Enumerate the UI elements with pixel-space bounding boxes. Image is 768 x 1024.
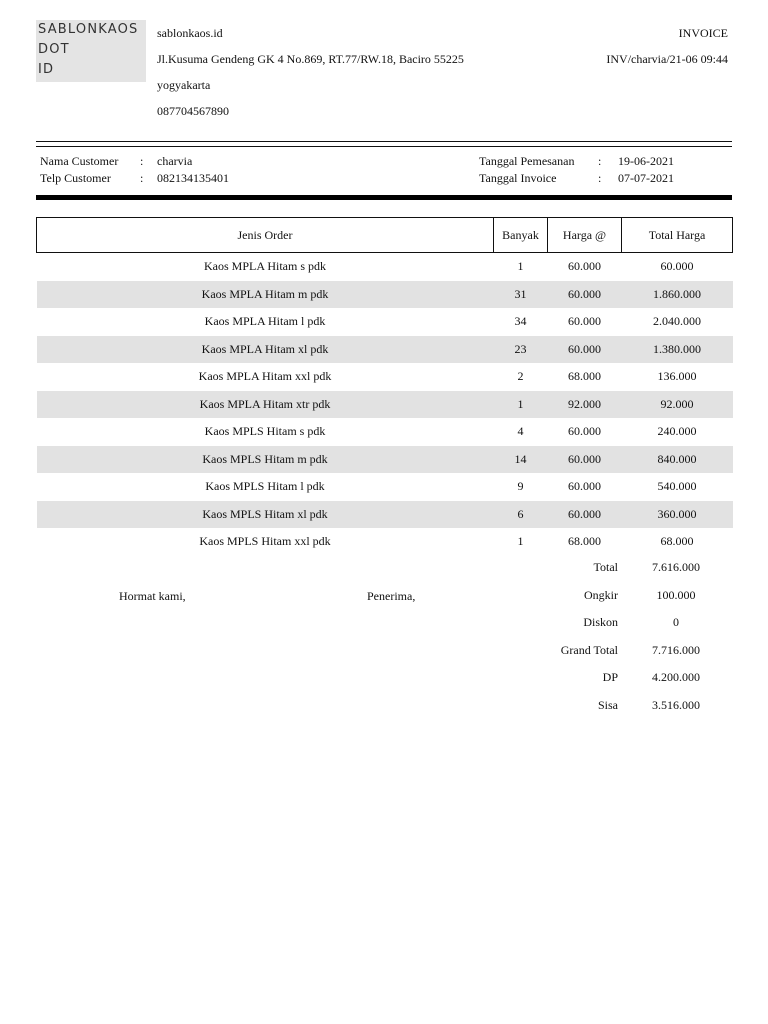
header-divider-top — [36, 141, 732, 142]
item-name-cell: Kaos MPLS Hitam s pdk — [204, 424, 326, 439]
total-price-cell: 60.000 — [660, 259, 694, 274]
customer-divider — [36, 195, 732, 200]
unit-price-cell: 60.000 — [548, 336, 622, 364]
unit-price-cell: 60.000 — [568, 259, 601, 274]
total-price-cell: 92.000 — [622, 391, 733, 419]
summary-value: 100.000 — [656, 587, 696, 602]
order-date-label: Tanggal Pemesanan — [479, 154, 575, 168]
quantity-cell: 31 — [494, 281, 548, 309]
logo-line-1: SABLONKAOS — [38, 22, 139, 37]
col-header-order-type: Jenis Order — [37, 218, 494, 253]
order-date: 19-06-2021 — [618, 154, 674, 168]
col-header-total-price: Total Harga — [622, 218, 733, 253]
order-date-separator: : — [598, 154, 602, 168]
item-name-cell: Kaos MPLA Hitam xxl pdk — [198, 369, 332, 384]
shop-name: sablonkaos.id — [157, 26, 223, 40]
item-name-cell: Kaos MPLA Hitam m pdk — [37, 281, 494, 309]
summary-label: Sisa — [597, 697, 618, 712]
table-row — [37, 501, 733, 529]
total-price-cell: 540.000 — [657, 479, 697, 494]
receiver-signature-label: Penerima, — [367, 589, 416, 603]
item-name-cell: Kaos MPLS Hitam xxl pdk — [199, 534, 331, 549]
sender-signature-label: Hormat kami, — [119, 589, 186, 603]
quantity-cell: 23 — [494, 336, 548, 364]
table-row — [37, 336, 733, 364]
unit-price-cell: 60.000 — [568, 479, 601, 494]
table-row — [37, 281, 733, 309]
shop-city: yogyakarta — [157, 78, 211, 92]
item-name-cell: Kaos MPLA Hitam xtr pdk — [37, 391, 494, 419]
table-row — [37, 363, 733, 391]
item-name-cell: Kaos MPLS Hitam m pdk — [37, 446, 494, 474]
summary-label: Ongkir — [584, 587, 618, 602]
quantity-cell: 1 — [517, 534, 524, 549]
customer-phone-label: Telp Customer — [40, 171, 111, 185]
invoice-title: INVOICE — [678, 26, 728, 40]
summary-row — [0, 698, 768, 718]
unit-price-cell: 60.000 — [568, 424, 601, 439]
total-price-cell: 1.380.000 — [622, 336, 733, 364]
col-header-quantity: Banyak — [494, 218, 548, 253]
summary-label: Grand Total — [560, 642, 618, 657]
table-row — [37, 253, 733, 281]
table-row — [37, 528, 733, 556]
summary-row — [0, 560, 768, 580]
customer-phone: 082134135401 — [157, 171, 229, 185]
quantity-cell: 1 — [517, 259, 524, 274]
shop-phone: 087704567890 — [157, 104, 229, 118]
table-row — [37, 391, 733, 419]
customer-phone-separator: : — [140, 171, 144, 185]
summary-value: 7.716.000 — [652, 642, 700, 657]
table-row — [37, 308, 733, 336]
invoice-date: 07-07-2021 — [618, 171, 674, 185]
unit-price-cell: 60.000 — [548, 501, 622, 529]
unit-price-cell: 68.000 — [568, 369, 601, 384]
invoice-date-label: Tanggal Invoice — [479, 171, 557, 185]
unit-price-cell: 92.000 — [548, 391, 622, 419]
invoice-number: INV/charvia/21-06 09:44 — [606, 52, 728, 66]
total-price-cell: 240.000 — [657, 424, 697, 439]
quantity-cell: 2 — [517, 369, 524, 384]
item-name-cell: Kaos MPLA Hitam xl pdk — [37, 336, 494, 364]
quantity-cell: 14 — [494, 446, 548, 474]
summary-value: 0 — [673, 615, 679, 629]
quantity-cell: 6 — [494, 501, 548, 529]
unit-price-cell: 60.000 — [548, 446, 622, 474]
company-logo — [36, 20, 146, 82]
customer-name: charvia — [157, 154, 193, 168]
customer-name-label: Nama Customer — [40, 154, 119, 168]
quantity-cell: 1 — [494, 391, 548, 419]
unit-price-cell: 60.000 — [548, 281, 622, 309]
logo-line-3: ID — [38, 62, 55, 77]
summary-row — [0, 643, 768, 663]
item-name-cell: Kaos MPLS Hitam l pdk — [205, 479, 325, 494]
table-row — [37, 446, 733, 474]
summary-value: 7.616.000 — [652, 560, 700, 574]
table-header-row — [37, 218, 733, 253]
customer-name-separator: : — [140, 154, 144, 168]
summary-label: Total — [593, 560, 618, 574]
total-price-cell: 2.040.000 — [653, 314, 701, 329]
total-price-cell: 68.000 — [660, 534, 694, 549]
item-name-cell: Kaos MPLS Hitam xl pdk — [37, 501, 494, 529]
total-price-cell: 136.000 — [657, 369, 697, 384]
summary-label: DP — [602, 670, 618, 684]
logo-line-2: DOT — [38, 42, 70, 57]
order-table — [36, 217, 733, 556]
summary-label: Diskon — [583, 615, 618, 629]
summary-value: 3.516.000 — [652, 697, 700, 712]
item-name-cell: Kaos MPLA Hitam l pdk — [204, 314, 326, 329]
table-row — [37, 418, 733, 446]
unit-price-cell: 60.000 — [568, 314, 601, 329]
quantity-cell: 9 — [517, 479, 524, 494]
summary-row — [0, 615, 768, 635]
total-price-cell: 1.860.000 — [622, 281, 733, 309]
summary-row — [0, 670, 768, 690]
table-row — [37, 473, 733, 501]
quantity-cell: 4 — [517, 424, 524, 439]
item-name-cell: Kaos MPLA Hitam s pdk — [203, 259, 326, 274]
total-price-cell: 840.000 — [622, 446, 733, 474]
unit-price-cell: 68.000 — [568, 534, 601, 549]
total-price-cell: 360.000 — [622, 501, 733, 529]
col-header-unit-price: Harga @ — [548, 218, 622, 253]
summary-value: 4.200.000 — [652, 670, 700, 684]
invoice-date-separator: : — [598, 171, 602, 185]
shop-address: Jl.Kusuma Gendeng GK 4 No.869, RT.77/RW.18, Baciro 55225 — [157, 52, 464, 66]
header-divider-bottom — [36, 146, 732, 147]
quantity-cell: 34 — [514, 314, 527, 329]
